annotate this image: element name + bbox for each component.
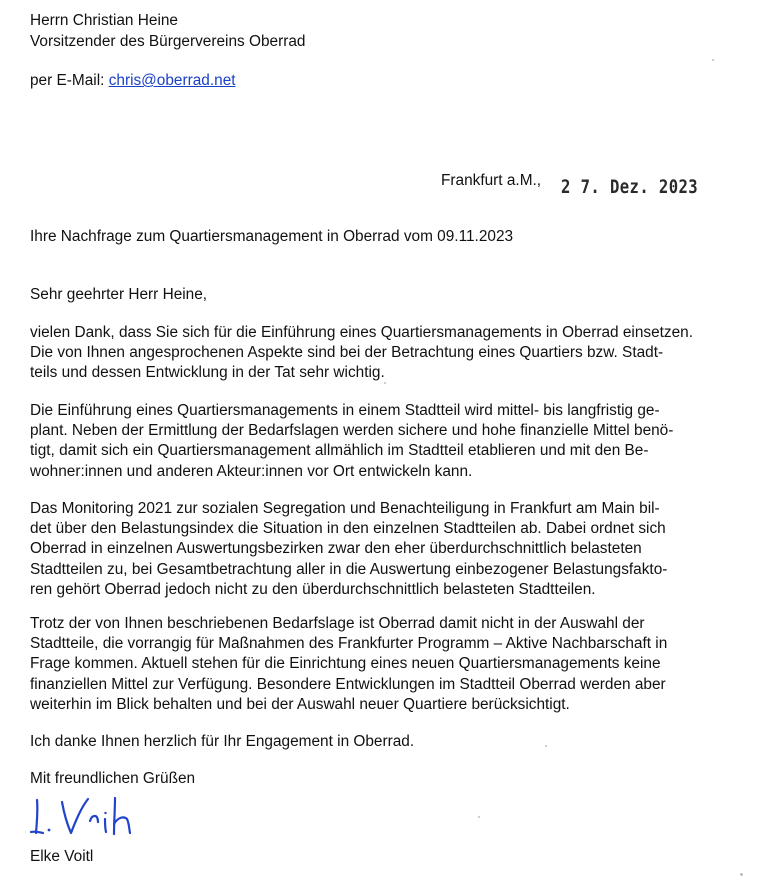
date-place: Frankfurt a.M.,	[441, 172, 542, 189]
handwritten-signature-icon	[28, 788, 148, 840]
subject-line: Ihre Nachfrage zum Quartiersmanagement in Oberrad vom 09.11.2023	[30, 228, 514, 245]
paragraph-line: det über den Belastungsindex die Situation in den einzelnen Stadtteilen ab. Dabei ordnet sich	[30, 520, 666, 538]
paragraph-line: Das Monitoring 2021 zur sozialen Segregation und Benachteiligung in Frankfurt am Main bil-	[30, 500, 660, 517]
paragraph-line: tigt, damit sich ein Quartiersmanagement allmählich im Stadtteil etablieren und mit den Be-	[30, 442, 649, 460]
paragraph-line: Stadtteile, die vorrangig für Maßnahmen des Frankfurter Programm – Aktive Nachbarschaft in	[30, 635, 668, 653]
paragraph-line: Oberrad in einzelnen Auswertungsbezirken zwar den eher überdurchschnittlich belasteten	[30, 540, 642, 558]
email-link[interactable]: chris@oberrad.net	[108, 72, 236, 89]
scan-speck	[478, 816, 480, 818]
paragraph-line: teils und dessen Entwicklung in der Tat sehr wichtig.	[30, 364, 385, 382]
paragraph-4	[30, 614, 730, 715]
recipient-name: Herrn Christian Heine	[30, 12, 178, 29]
paragraph-3	[30, 499, 730, 600]
email-line	[30, 71, 236, 91]
paragraph-line: Stadtteilen zu, bei Gesamtbetrachtung aller in die Auswertung einbezogener Belastungsfakto-	[30, 560, 668, 578]
paragraph-line: Die Einführung eines Quartiersmanagements in einem Stadtteil wird mittel- bis langfristig ge-	[30, 402, 660, 419]
date-stamp: 2 7. Dez. 2023	[561, 176, 699, 198]
scan-speck	[740, 873, 743, 876]
scan-speck	[545, 745, 547, 747]
paragraph-line: Ich danke Ihnen herzlich für Ihr Engagement in Oberrad.	[30, 733, 415, 750]
closing: Mit freundlichen Grüßen	[30, 770, 196, 787]
paragraph-1	[30, 323, 730, 384]
paragraph-line: Die von Ihnen angesprochenen Aspekte sind bei der Betrachtung eines Quartiers bzw. Stadt-	[30, 344, 664, 362]
paragraph-line: plant. Neben der Ermittlung der Bedarfslagen werden sichere und hohe finanzielle Mittel benö-	[30, 422, 674, 440]
paragraph-line: wohner:innen und anderen Akteur:innen vor Ort entwickeln kann.	[30, 462, 473, 480]
recipient-position: Vorsitzender des Bürgervereins Oberrad	[30, 33, 306, 50]
scan-speck	[384, 382, 386, 384]
paragraph-5	[30, 732, 730, 752]
salutation: Sehr geehrter Herr Heine,	[30, 286, 208, 303]
email-label: per E-Mail:	[30, 72, 105, 89]
paragraph-2	[30, 401, 730, 482]
paragraph-line: Trotz der von Ihnen beschriebenen Bedarfslage ist Oberrad damit nicht in der Auswahl der	[30, 615, 645, 632]
scan-speck	[712, 59, 714, 61]
sender-name: Elke Voitl	[30, 848, 94, 865]
paragraph-line: Frage kommen. Aktuell stehen für die Einrichtung eines neuen Quartiersmanagements keine	[30, 655, 661, 673]
paragraph-line: ren gehört Oberrad jedoch nicht zu den überdurchschnittlich belasteten Stadtteilen.	[30, 580, 596, 598]
paragraph-line: finanziellen Mittel zur Verfügung. Besondere Entwicklungen im Stadtteil Oberrad werden aber	[30, 675, 666, 693]
paragraph-line: weiterhin im Blick behalten und bei der Auswahl neuer Quartiere berücksichtigt.	[30, 695, 570, 713]
paragraph-line: vielen Dank, dass Sie sich für die Einführung eines Quartiersmanagements in Oberrad einsetzen.	[30, 324, 694, 341]
